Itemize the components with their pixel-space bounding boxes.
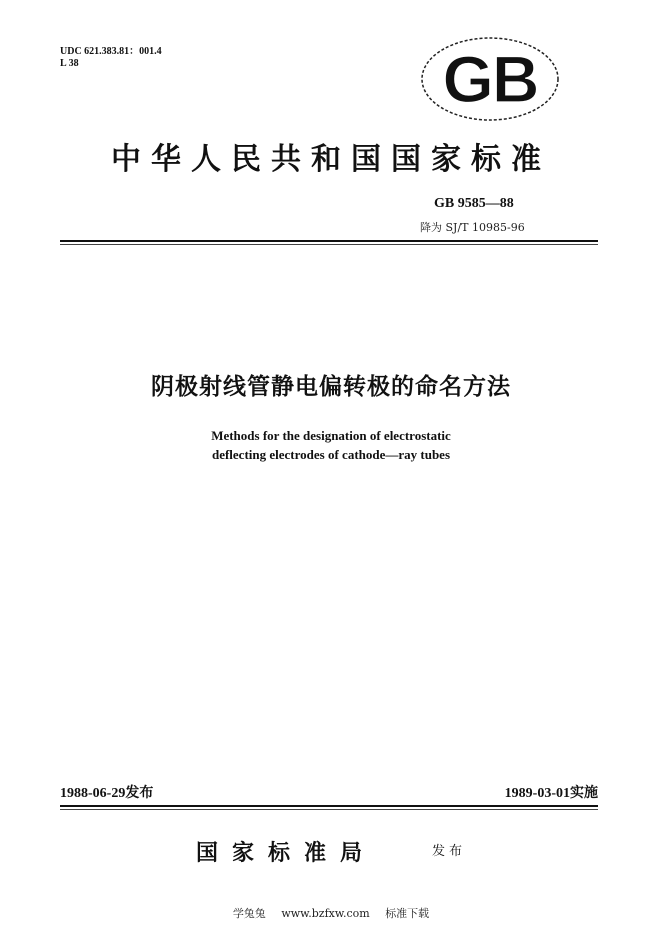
publisher-verb: 发布: [432, 844, 467, 859]
udc-code: UDC 621.383.81：001.4: [60, 46, 162, 57]
title-english: [60, 426, 602, 464]
publisher-name: 国家标准局: [196, 840, 377, 866]
gb-logo: [420, 36, 560, 122]
effective-date: 1989-03-01实施: [504, 786, 598, 801]
issued-date: 1988-06-29发布: [60, 786, 154, 801]
replaced-by-note: 降为 SJ/T 10985-96: [420, 221, 525, 234]
standard-title: 中华人民共和国国家标准: [111, 142, 551, 177]
site-footer: [0, 905, 662, 921]
title-english-line-2: deflecting electrodes of cathode—ray tubes: [211, 447, 451, 462]
gb-logo-graphic: [420, 36, 560, 122]
gb-logo-text: GB: [442, 42, 538, 116]
title-chinese: 阴极射线管静电偏转极的命名方法: [151, 374, 511, 400]
site-name: 学兔兔: [232, 907, 266, 920]
site-tagline: 标准下载: [385, 907, 430, 920]
standard-number: GB 9585—88: [434, 196, 514, 211]
classification-code: L 38: [60, 58, 79, 69]
footer-divider-thin: [60, 809, 598, 810]
udc-block: [60, 46, 162, 70]
site-url-link[interactable]: www.bzfxw.com: [281, 907, 370, 920]
header-divider-thin: [60, 244, 598, 245]
header-divider: [60, 240, 598, 242]
title-english-line-1: Methods for the designation of electrostatic: [211, 428, 451, 443]
footer-divider: [60, 805, 598, 807]
